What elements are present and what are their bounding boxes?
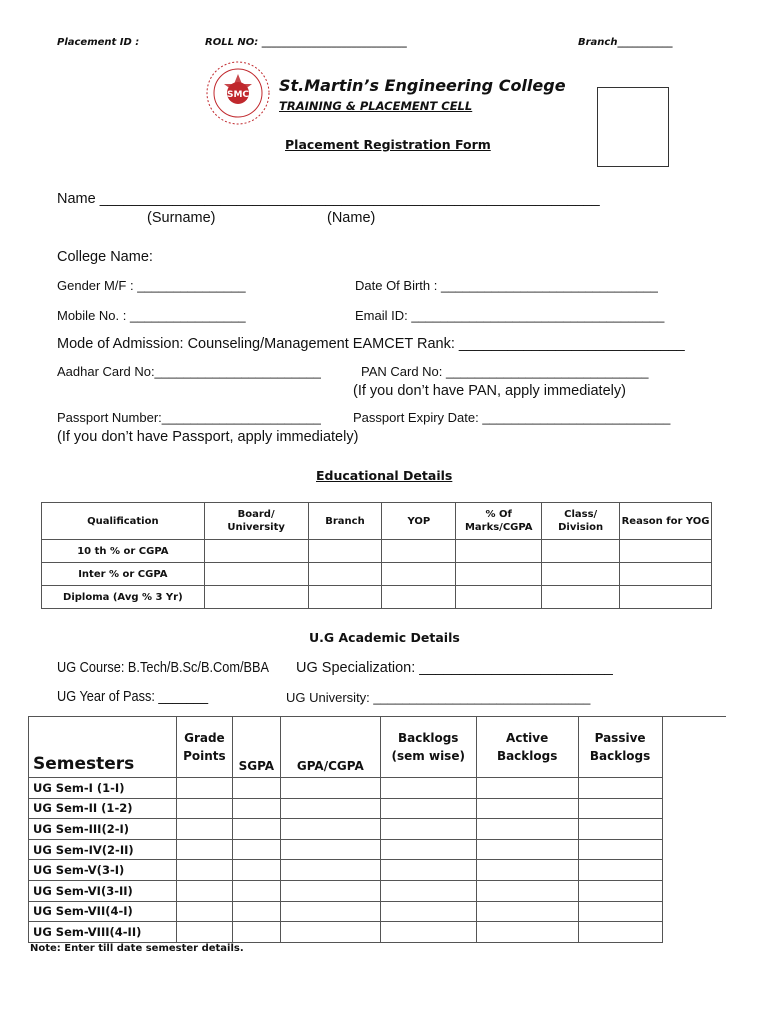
- ug-university-field[interactable]: UG University: ______________________________: [286, 690, 591, 705]
- table-cell[interactable]: [280, 901, 380, 922]
- table-cell[interactable]: [578, 778, 662, 799]
- empty-cell: [662, 819, 726, 840]
- passport-expiry-field[interactable]: Passport Expiry Date: __________________________: [353, 410, 671, 425]
- pan-note: (If you don’t have PAN, apply immediately): [353, 383, 626, 399]
- empty-cell: [662, 880, 726, 901]
- table-cell[interactable]: [620, 586, 712, 609]
- mode-of-admission-field[interactable]: Mode of Admission: Counseling/Management EAMCET Rank: ____________________________: [57, 336, 685, 352]
- column-header: Passive Backlogs: [578, 717, 662, 778]
- table-row: [42, 563, 712, 586]
- table-cell[interactable]: [380, 819, 476, 840]
- placement-cell-title: TRAINING & PLACEMENT CELL: [279, 99, 473, 113]
- svg-text:SMC: SMC: [226, 90, 250, 100]
- table-cell[interactable]: [232, 839, 280, 860]
- row-label: 10 th % or CGPA: [42, 540, 205, 563]
- passport-field[interactable]: Passport Number:______________________: [57, 410, 321, 425]
- table-cell[interactable]: [476, 880, 578, 901]
- column-header: Qualification: [42, 503, 205, 540]
- table-cell[interactable]: [232, 819, 280, 840]
- table-cell[interactable]: [456, 563, 542, 586]
- gender-field[interactable]: Gender M/F : _______________: [57, 278, 246, 293]
- table-cell[interactable]: [578, 798, 662, 819]
- name-field[interactable]: Name ______________________________________________________________: [57, 191, 600, 207]
- row-label: UG Sem-V(3-I): [29, 860, 177, 881]
- table-cell[interactable]: [578, 922, 662, 943]
- table-row: [29, 860, 727, 881]
- column-header: Board/ University: [204, 503, 308, 540]
- column-header: Branch: [308, 503, 382, 540]
- table-row: [29, 798, 727, 819]
- table-cell[interactable]: [382, 586, 456, 609]
- row-label: UG Sem-VI(3-II): [29, 880, 177, 901]
- educational-details-table: [41, 502, 712, 609]
- table-cell[interactable]: [380, 839, 476, 860]
- table-cell[interactable]: [176, 778, 232, 799]
- row-label: UG Sem-III(2-I): [29, 819, 177, 840]
- table-cell[interactable]: [280, 922, 380, 943]
- table-header-row: [29, 717, 727, 778]
- row-label: UG Sem-IV(2-II): [29, 839, 177, 860]
- empty-cell: [662, 901, 726, 922]
- table-cell[interactable]: [380, 778, 476, 799]
- table-cell[interactable]: [176, 901, 232, 922]
- table-cell[interactable]: [380, 901, 476, 922]
- column-header: Active Backlogs: [476, 717, 578, 778]
- table-cell[interactable]: [578, 819, 662, 840]
- ug-semester-table: [28, 716, 726, 943]
- table-cell[interactable]: [456, 586, 542, 609]
- table-cell[interactable]: [380, 922, 476, 943]
- table-cell[interactable]: [308, 540, 382, 563]
- aadhar-field[interactable]: Aadhar Card No:_______________________: [57, 364, 321, 379]
- empty-cell: [662, 778, 726, 799]
- table-cell[interactable]: [476, 922, 578, 943]
- row-label: UG Sem-II (1-2): [29, 798, 177, 819]
- table-cell[interactable]: [380, 860, 476, 881]
- table-cell[interactable]: [620, 563, 712, 586]
- column-header: Reason for YOG: [620, 503, 712, 540]
- passport-note: (If you don’t have Passport, apply immediately): [57, 429, 359, 445]
- table-cell[interactable]: [176, 819, 232, 840]
- table-cell[interactable]: [204, 563, 308, 586]
- name-hint: (Name): [327, 210, 376, 226]
- table-cell[interactable]: [232, 922, 280, 943]
- table-cell[interactable]: [232, 901, 280, 922]
- table-cell[interactable]: [380, 880, 476, 901]
- column-header: SGPA: [232, 717, 280, 778]
- table-cell[interactable]: [542, 540, 620, 563]
- mobile-field[interactable]: Mobile No. : ________________: [57, 308, 246, 323]
- table-cell[interactable]: [176, 922, 232, 943]
- table-cell[interactable]: [476, 860, 578, 881]
- table-row: [29, 778, 727, 799]
- table-cell[interactable]: [620, 540, 712, 563]
- column-header: Semesters: [29, 717, 177, 778]
- empty-cell: [662, 922, 726, 943]
- column-header: Backlogs (sem wise): [380, 717, 476, 778]
- table-row: [29, 819, 727, 840]
- column-header: YOP: [382, 503, 456, 540]
- table-cell[interactable]: [176, 798, 232, 819]
- table-cell[interactable]: [280, 839, 380, 860]
- table-cell[interactable]: [232, 778, 280, 799]
- photo-box: [597, 87, 669, 167]
- table-cell[interactable]: [280, 880, 380, 901]
- table-row: [29, 839, 727, 860]
- ug-details-title: U.G Academic Details: [309, 630, 460, 645]
- educational-details-title: Educational Details: [316, 468, 453, 483]
- empty-cell: [662, 798, 726, 819]
- table-cell[interactable]: [232, 798, 280, 819]
- surname-hint: (Surname): [147, 210, 216, 226]
- table-row: [29, 880, 727, 901]
- table-cell[interactable]: [176, 860, 232, 881]
- ug-course-field[interactable]: UG Course: B.Tech/B.Sc/B.Com/BBA: [57, 660, 270, 676]
- column-header: % Of Marks/CGPA: [456, 503, 542, 540]
- row-label: Diploma (Avg % 3 Yr): [42, 586, 205, 609]
- table-row: [29, 922, 727, 943]
- table-cell[interactable]: [232, 860, 280, 881]
- table-cell[interactable]: [542, 586, 620, 609]
- table-cell[interactable]: [382, 540, 456, 563]
- table-row: [42, 586, 712, 609]
- row-label: UG Sem-VII(4-I): [29, 901, 177, 922]
- table-cell[interactable]: [204, 540, 308, 563]
- ug-specialization-field[interactable]: UG Specialization: ________________________: [296, 660, 613, 676]
- table-cell[interactable]: [280, 798, 380, 819]
- college-name: St.Martin’s Engineering College: [279, 76, 566, 95]
- table-cell[interactable]: [578, 860, 662, 881]
- branch-field[interactable]: Branch___________: [578, 37, 673, 48]
- table-cell[interactable]: [578, 839, 662, 860]
- ug-year-of-pass-field[interactable]: UG Year of Pass: _______: [57, 689, 209, 705]
- table-cell[interactable]: [308, 563, 382, 586]
- table-cell[interactable]: [476, 819, 578, 840]
- table-cell[interactable]: [176, 880, 232, 901]
- table-cell[interactable]: [380, 798, 476, 819]
- table-cell[interactable]: [176, 839, 232, 860]
- table-cell[interactable]: [204, 586, 308, 609]
- empty-cell: [662, 860, 726, 881]
- table-cell[interactable]: [280, 778, 380, 799]
- empty-header: [662, 717, 726, 778]
- column-header: Class/ Division: [542, 503, 620, 540]
- table-row: [42, 540, 712, 563]
- row-label: UG Sem-I (1-I): [29, 778, 177, 799]
- empty-cell: [662, 839, 726, 860]
- column-header: GPA/CGPA: [280, 717, 380, 778]
- table-cell[interactable]: [542, 563, 620, 586]
- table-cell[interactable]: [476, 798, 578, 819]
- row-label: Inter % or CGPA: [42, 563, 205, 586]
- college-logo: [205, 60, 271, 126]
- dob-field[interactable]: Date Of Birth : ______________________________: [355, 278, 658, 293]
- table-cell[interactable]: [232, 880, 280, 901]
- table-header-row: [42, 503, 712, 540]
- roll-no-field[interactable]: ROLL NO: _____________________________: [205, 37, 407, 48]
- table-cell[interactable]: [456, 540, 542, 563]
- table-cell[interactable]: [578, 901, 662, 922]
- semester-note: Note: Enter till date semester details.: [30, 943, 244, 954]
- college-name-field[interactable]: College Name:: [57, 249, 153, 265]
- table-cell[interactable]: [280, 860, 380, 881]
- placement-id-label: Placement ID :: [57, 37, 140, 48]
- column-header: Grade Points: [176, 717, 232, 778]
- table-cell[interactable]: [578, 880, 662, 901]
- row-label: UG Sem-VIII(4-II): [29, 922, 177, 943]
- table-cell[interactable]: [382, 563, 456, 586]
- form-title: Placement Registration Form: [285, 137, 491, 152]
- pan-field[interactable]: PAN Card No: ____________________________: [361, 364, 649, 379]
- table-cell[interactable]: [308, 586, 382, 609]
- table-cell[interactable]: [476, 778, 578, 799]
- table-cell[interactable]: [280, 819, 380, 840]
- table-cell[interactable]: [476, 839, 578, 860]
- table-cell[interactable]: [476, 901, 578, 922]
- table-row: [29, 901, 727, 922]
- email-field[interactable]: Email ID: ___________________________________: [355, 308, 665, 323]
